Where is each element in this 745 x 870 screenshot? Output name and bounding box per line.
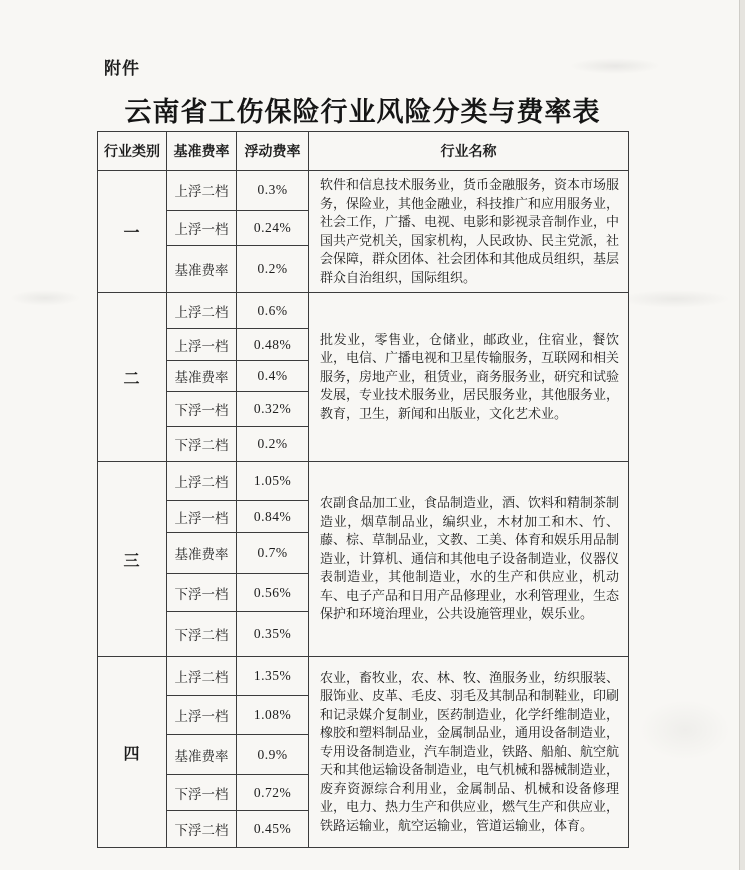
scan-smudge xyxy=(570,58,660,74)
header-floating-rate: 浮动费率 xyxy=(237,132,309,171)
rate-cell: 1.35% xyxy=(237,657,309,696)
rate-cell: 0.7% xyxy=(237,533,309,574)
rate-cell: 0.9% xyxy=(237,735,309,775)
rate-cell: 0.72% xyxy=(237,775,309,811)
tier-cell: 下浮一档 xyxy=(167,775,237,811)
tier-cell: 上浮二档 xyxy=(167,293,237,329)
page-title: 云南省工伤保险行业风险分类与费率表 xyxy=(124,97,601,127)
tier-cell: 上浮一档 xyxy=(167,210,237,245)
table-row xyxy=(98,657,629,696)
tier-cell: 上浮一档 xyxy=(167,329,237,361)
rate-cell: 0.56% xyxy=(237,574,309,612)
industries-cell: 农副食品加工业，食品制造业，酒、饮料和精制茶制造业，烟草制品业，编织业，木材加工和木、竹、藤、棕、草制品业，文教、工美、体育和娱乐用品制造业，计算机、通信和其他电子设备制造业，仪器仪表制造业，其他制造业，水的生产和供应业，机动车、电子产品和日用产品修理业，水利管理业，生态保护和环境治理业，公共设施管理业，娱乐业。 xyxy=(309,462,629,657)
rate-cell: 0.2% xyxy=(237,427,309,462)
table-row xyxy=(98,171,629,211)
rate-cell: 0.6% xyxy=(237,293,309,329)
rate-cell: 0.3% xyxy=(237,171,309,211)
category-cell: 二 xyxy=(98,293,167,462)
rate-cell: 0.84% xyxy=(237,501,309,533)
table-row xyxy=(98,462,629,501)
tier-cell: 上浮二档 xyxy=(167,171,237,211)
tier-cell: 下浮一档 xyxy=(167,392,237,427)
scan-smudge xyxy=(640,700,730,760)
tier-cell: 下浮二档 xyxy=(167,427,237,462)
rate-cell: 0.32% xyxy=(237,392,309,427)
tier-cell: 基准费率 xyxy=(167,361,237,392)
rate-cell: 0.45% xyxy=(237,811,309,848)
scan-smudge xyxy=(620,290,730,308)
rate-cell: 1.05% xyxy=(237,462,309,501)
rate-cell: 0.48% xyxy=(237,329,309,361)
tier-cell: 上浮一档 xyxy=(167,696,237,735)
tier-cell: 下浮二档 xyxy=(167,612,237,657)
category-cell: 三 xyxy=(98,462,167,657)
tier-cell: 上浮一档 xyxy=(167,501,237,533)
rate-cell: 0.35% xyxy=(237,612,309,657)
header-base-rate: 基准费率 xyxy=(167,132,237,171)
industries-cell: 农业，畜牧业，农、林、牧、渔服务业，纺织服装、服饰业、皮革、毛皮、羽毛及其制品和制鞋业，印刷和记录媒介复制业，医药制造业，化学纤维制造业，橡胶和塑料制品业，金属制品业，通用设备制造业，专用设备制造业，汽车制造业，铁路、船舶、航空航天和其他运输设备制造业，电气机械和器械制造业，废弃资源综合利用业，金属制品、机械和设备修理业，电力、热力生产和供应业，燃气生产和供应业，铁路运输业，航空运输业，管道运输业，体育。 xyxy=(309,657,629,848)
tier-cell: 基准费率 xyxy=(167,245,237,292)
rate-cell: 1.08% xyxy=(237,696,309,735)
tier-cell: 下浮一档 xyxy=(167,574,237,612)
rate-cell: 0.2% xyxy=(237,245,309,292)
category-cell: 一 xyxy=(98,171,167,293)
rate-cell: 0.4% xyxy=(237,361,309,392)
category-cell: 四 xyxy=(98,657,167,848)
attachment-label: 附件 xyxy=(104,59,140,78)
rate-table xyxy=(97,131,629,848)
scan-edge xyxy=(739,0,745,870)
tier-cell: 上浮二档 xyxy=(167,462,237,501)
header-industry-category: 行业类别 xyxy=(98,132,167,171)
header-industry-name: 行业名称 xyxy=(309,132,629,171)
tier-cell: 基准费率 xyxy=(167,533,237,574)
scan-smudge xyxy=(10,290,80,306)
tier-cell: 上浮二档 xyxy=(167,657,237,696)
industries-cell: 批发业，零售业，仓储业，邮政业，住宿业，餐饮业，电信、广播电视和卫星传输服务，互联网和相关服务，房地产业，租赁业，商务服务业，研究和试验发展，专业技术服务业，居民服务业，其他服务业，教育，卫生，新闻和出版业，文化艺术业。 xyxy=(309,293,629,462)
industries-cell: 软件和信息技术服务业，货币金融服务，资本市场服务，保险业，其他金融业，科技推广和应用服务业，社会工作，广播、电视、电影和影视录音制作业，中国共产党机关，国家机构，人民政协、民主党派，社会保障，群众团体、社会团体和其他成员组织，基层群众自治组织，国际组织。 xyxy=(309,171,629,293)
table-row xyxy=(98,293,629,329)
table-header-row xyxy=(98,132,629,171)
tier-cell: 基准费率 xyxy=(167,735,237,775)
tier-cell: 下浮二档 xyxy=(167,811,237,848)
rate-cell: 0.24% xyxy=(237,210,309,245)
